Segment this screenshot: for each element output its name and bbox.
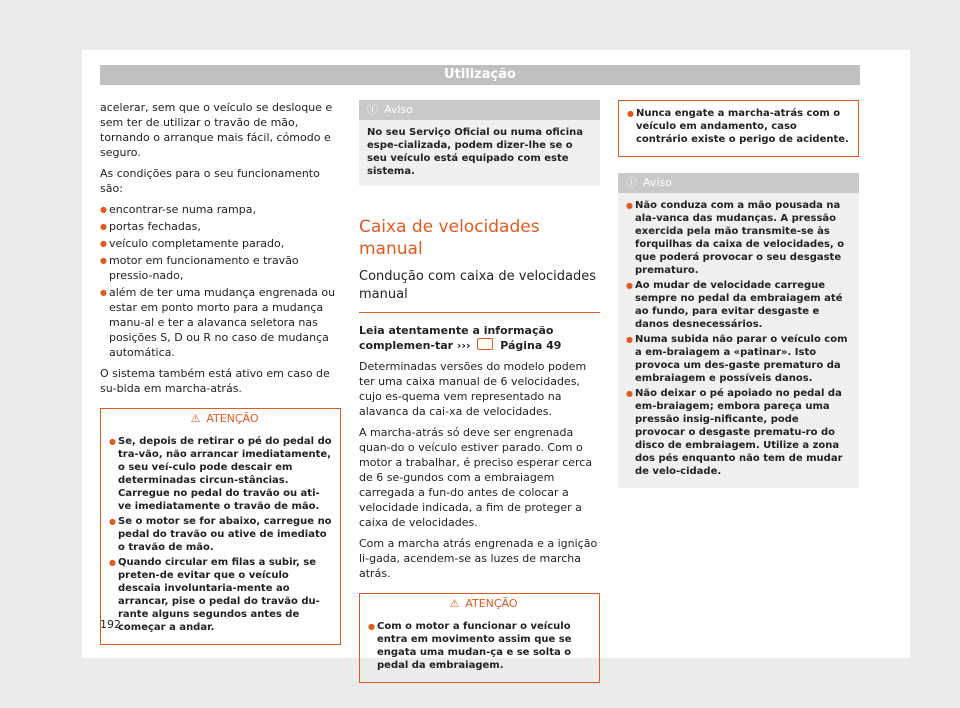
warning-icon: ⚠ — [449, 597, 460, 610]
page-number: 192 — [100, 618, 121, 631]
column-3 — [618, 100, 859, 488]
warning-body — [360, 614, 599, 682]
note-box — [359, 100, 600, 186]
warning-title: ATENÇÃO — [206, 412, 259, 425]
list-item: ● Não deixar o pé apoiado no pedal da em-braiagem; embora pareça uma pressão insig-nificante, pode provocar o desgaste prematu-ro do disco de embraiagem. Utilize a zona dos pés enquanto não tem de mudar de velo-cidade. — [626, 387, 851, 478]
paragraph: O sistema também está ativo em caso de su-bida em marcha-atrás. — [100, 367, 330, 395]
list-item: ● Numa subida não parar o veículo com a em-braiagem a «patinar». Isto provoca um des-gaste prematuro da embraiagem e possíveis danos. — [626, 333, 851, 385]
list-item: ● encontrar-se numa rampa, — [100, 202, 341, 217]
warning-header — [360, 594, 599, 614]
list-item: ● veículo completamente parado, — [100, 236, 341, 251]
note-title: Aviso — [643, 176, 672, 189]
paragraph: Determinadas versões do modelo podem ter uma caixa manual de 6 velocidades, cujo es-quema vem representado na alavanca da cai-xa de velocidades. — [359, 360, 587, 418]
warning-title: ATENÇÃO — [465, 597, 518, 610]
paragraph: A marcha-atrás só deve ser engrenada quan-do o veículo estiver parado. Com o motor a trabalhar, é preciso esperar cerca de 6 se-gundos com a embraiagem carregada a fun-do antes de colocar a velocidade indicada, a fim de proteger a caixa de velocidades. — [359, 426, 593, 529]
info-icon: ⓘ — [367, 103, 378, 116]
info-icon: ⓘ — [626, 176, 637, 189]
list-item: ● Nunca engate a marcha-atrás com o veículo em andamento, caso contrário existe o perigo de acidente. — [627, 107, 850, 146]
warning-body — [101, 429, 340, 644]
warning-box — [359, 593, 600, 683]
paragraph: As condições para o seu funcionamento são: — [100, 167, 320, 195]
note-box — [618, 173, 859, 488]
book-icon — [477, 338, 493, 350]
list-item: ● além de ter uma mudança engrenada ou estar em ponto morto para a mudança manu-al e ter a alavanca seletora nas posições S, D ou R no caso de mudança automática. — [100, 285, 341, 360]
list-item: ● Se o motor se for abaixo, carregue no pedal do travão ou ative de imediato o travão de mão. — [109, 515, 332, 554]
column-1 — [100, 100, 341, 645]
warning-header — [101, 409, 340, 429]
warning-body — [619, 101, 858, 156]
reference — [359, 323, 600, 353]
paragraph: acelerar, sem que o veículo se desloque e sem ter de utilizar o travão de mão, tornando o arranque mais fácil, cómodo e seguro. — [100, 101, 333, 159]
list-item: ● portas fechadas, — [100, 219, 341, 234]
warning-box — [100, 408, 341, 645]
section-heading: Caixa de velocidades manual — [359, 217, 540, 259]
list-item: ● Não conduza com a mão pousada na ala-vanca das mudanças. A pressão exercida pela mão transmite-se às forquilhas da caixa de velocidades, o que poderá provocar o seu desgaste prematuro. — [626, 199, 851, 277]
paragraph: Com a marcha atrás engrenada e a ignição li-gada, acendem-se as luzes de marcha atrás. — [359, 537, 598, 580]
list-item: ● Com o motor a funcionar o veículo entra em movimento assim que se engata uma mudan-ça e se solta o pedal da embraiagem. — [368, 620, 591, 672]
page-header: Utilização — [100, 65, 860, 85]
list-item: ● Se, depois de retirar o pé do pedal do tra-vão, não arrancar imediatamente, o seu veí-culo pode descair em determinadas circun-stâncias. Carregue no pedal do travão ou ati-ve imediatamente o travão de mão. — [109, 435, 332, 513]
note-header — [359, 100, 600, 120]
note-header — [618, 173, 859, 193]
list-item: ● Quando circular em filas a subir, se preten-de evitar que o veículo descaia involuntaria-mente ao arrancar, pise o pedal do travão du-rante alguns segundos antes de começar a andar. — [109, 556, 332, 634]
warning-icon: ⚠ — [190, 412, 201, 425]
note-title: Aviso — [384, 103, 413, 116]
note-body: No seu Serviço Oficial ou numa oficina espe-cializada, podem dizer-lhe se o seu veículo está equipado com este sistema. — [367, 127, 583, 177]
column-2 — [359, 100, 600, 683]
note-body — [618, 193, 859, 488]
warning-box — [618, 100, 859, 157]
list-item: ● Ao mudar de velocidade carregue sempre no pedal da embraiagem até ao fundo, para evitar desgaste e danos desnecessários. — [626, 279, 851, 331]
reference-text: Leia atentamente a informação complemen-tar ››› — [359, 324, 554, 352]
reference-link[interactable]: Página 49 — [500, 339, 562, 352]
section-subheading: Condução com caixa de velocidades manual — [359, 268, 600, 313]
list-item: ● motor em funcionamento e travão pressio-nado, — [100, 253, 341, 283]
